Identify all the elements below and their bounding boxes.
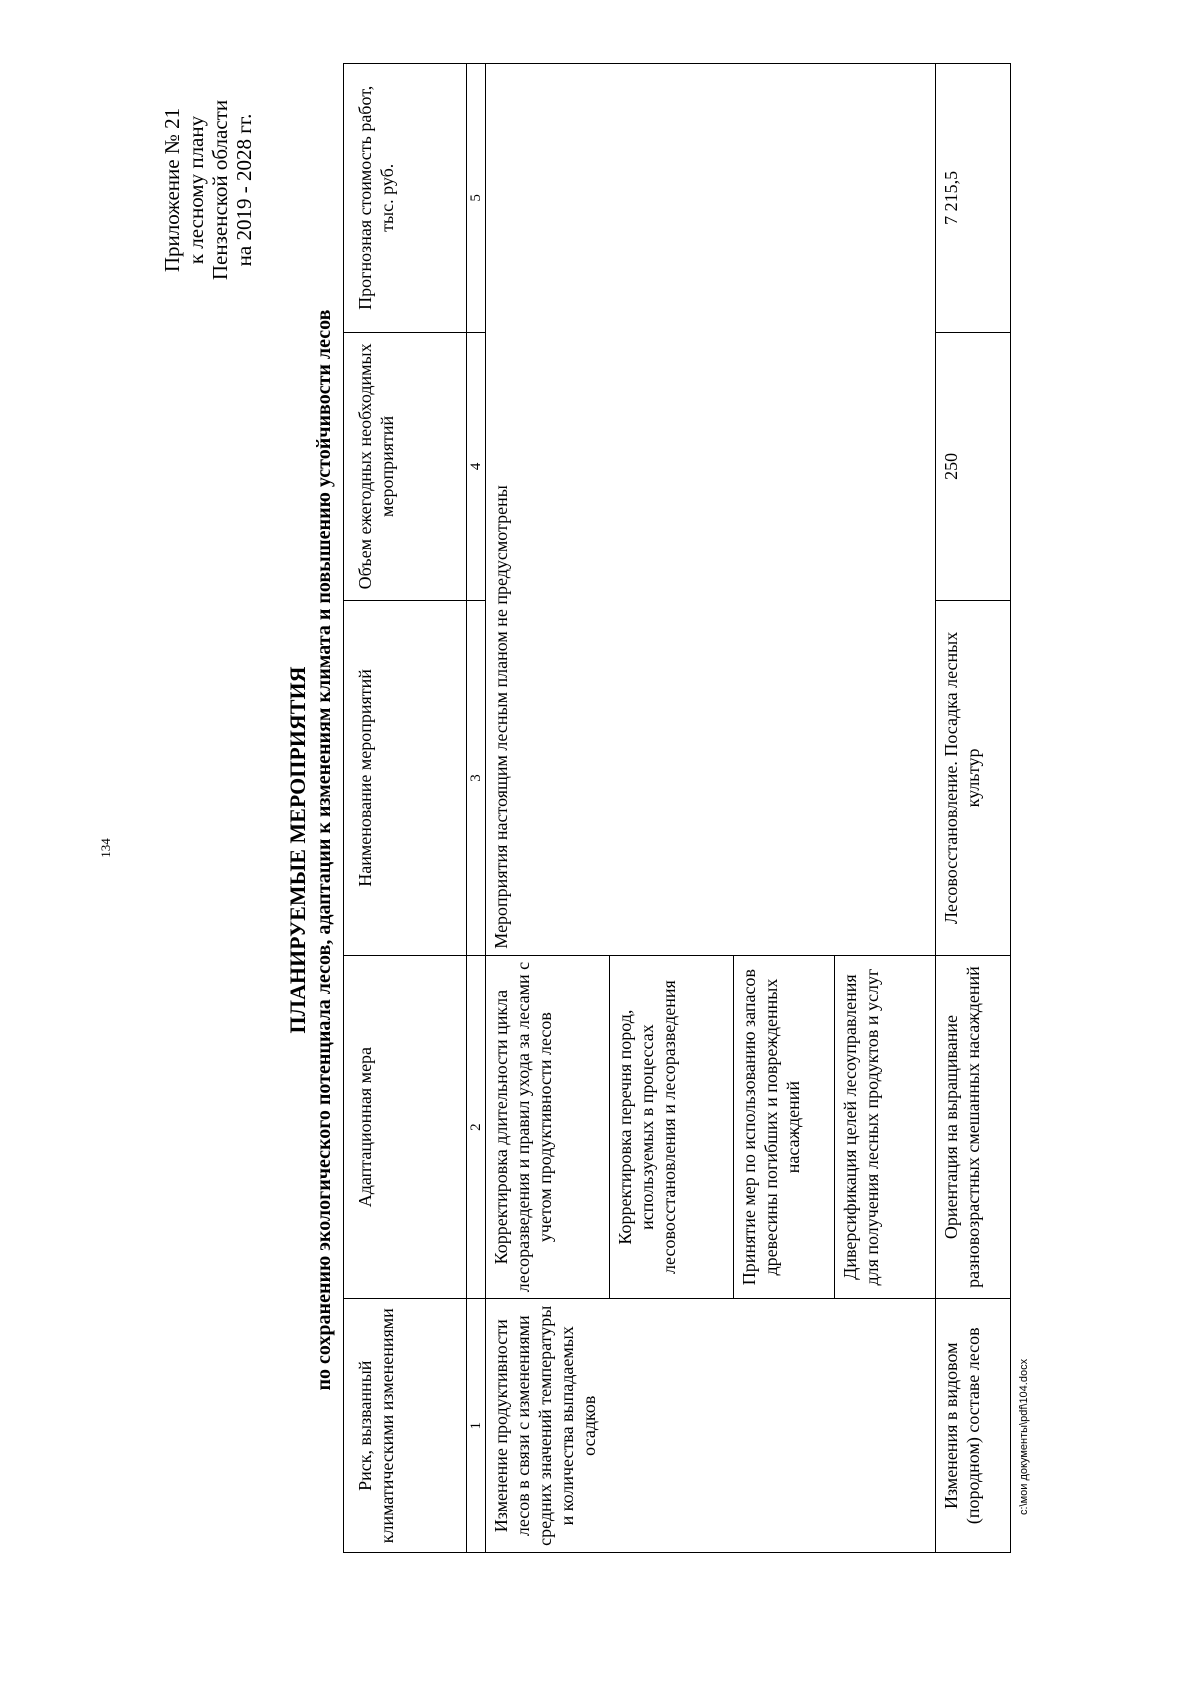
column-header: Объем ежегодных необходимых мероприятий [344,332,467,601]
document-title: ПЛАНИРУЕМЫЕ МЕРОПРИЯТИЯ [285,666,310,1034]
not-planned-note: Мероприятия настоящим лесным планом не предусмотрены [486,64,936,956]
measure-cell: Принятие мер по использованию запасов древесины погибших и поврежденных насаждений [734,955,835,1299]
measure-cell: Корректировка длительности цикла лесоразведения и правил ухода за лесами с учетом продуктивности лесов [486,955,610,1299]
column-header: Наименование мероприятий [344,601,467,956]
appendix-line: к лесному плану [184,115,208,265]
column-header: Адаптационная мера [344,955,467,1299]
activity-cell: Лесовосстановление. Посадка лесных культур [936,601,1011,956]
table-row [486,64,610,1553]
page-number: 134 [98,838,113,858]
column-number-row [467,64,486,1553]
volume-cell: 250 [936,332,1011,601]
landscape-page [160,20,1160,1680]
column-header: Риск, вызванный климатическими изменениями [344,1299,467,1553]
appendix-line: на 2019 - 2028 гг. [232,113,256,267]
measure-cell: Ориентация на выращивание разновозрастных смешанных насаждений [936,955,1011,1299]
measure-cell: Корректировка перечня пород, используемых в процессах лесовосстановления и лесоразведения [610,955,734,1299]
column-number: 5 [467,64,486,333]
measures-table [343,63,1011,1553]
column-number: 3 [467,601,486,956]
column-number: 1 [467,1299,486,1553]
appendix-line: Пензенской области [208,99,232,281]
title-block [285,20,337,1680]
appendix-header [160,40,256,340]
table-header-row [344,64,467,1553]
appendix-line: Приложение № 21 [160,107,184,273]
document-subtitle: по сохранению экологического потенциала лесов, адаптации к изменениям климата и повышению устойчивости лесов [313,309,335,1391]
table-row [936,64,1011,1553]
column-number: 2 [467,955,486,1299]
column-header: Прогнозная стоимость работ, тыс. руб. [344,64,467,333]
measure-cell: Диверсификация целей лесоуправления для получения лесных продуктов и услуг [835,955,936,1299]
cost-cell: 7 215,5 [936,64,1011,333]
risk-cell: Изменение продуктивности лесов в связи с изменениями средних значений температуры и количества выпадаемых осадков [486,1299,936,1553]
risk-cell: Изменения в видовом (породном) составе лесов [936,1299,1011,1553]
footer-file-path: c:\мои документы\pdf\104.docx [1018,1358,1030,1515]
column-number: 4 [467,332,486,601]
